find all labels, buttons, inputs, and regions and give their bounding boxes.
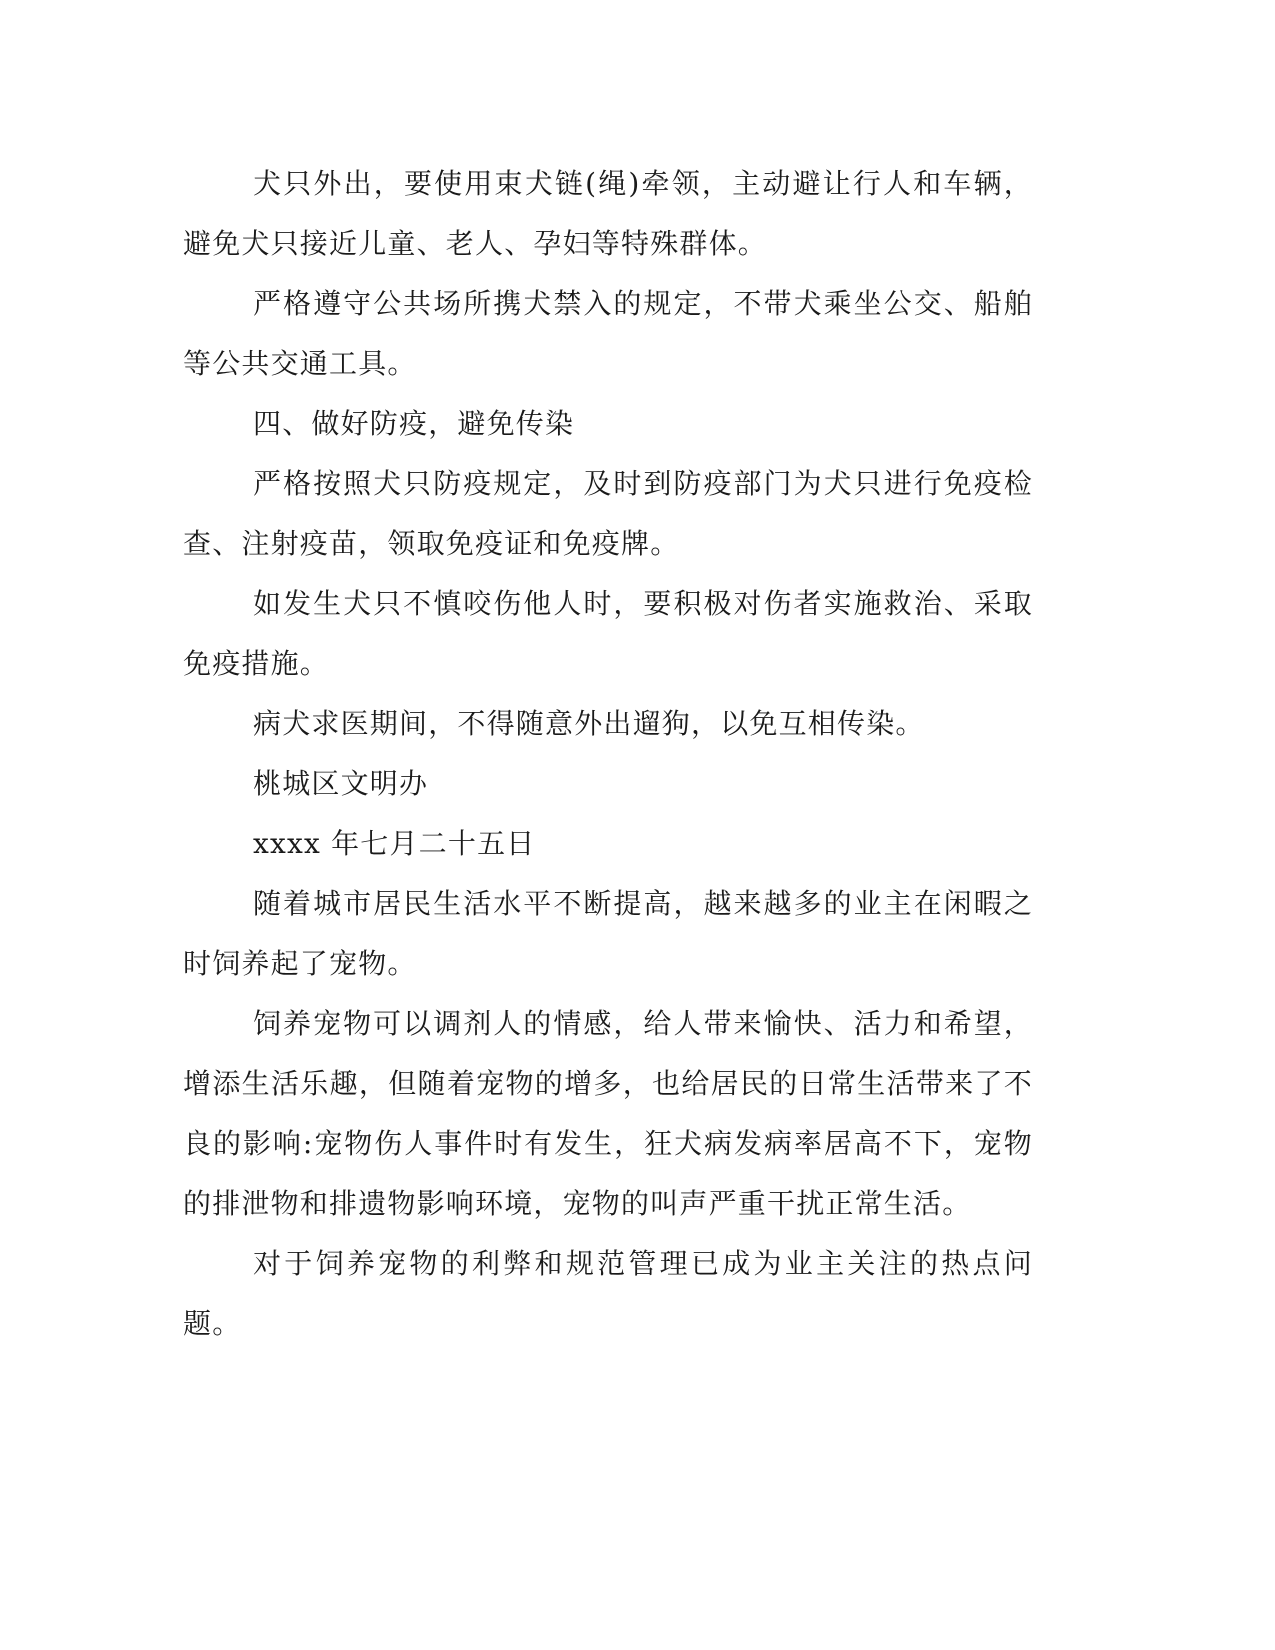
paragraph-pet-impacts: 饲养宠物可以调剂人的情感，给人带来愉快、活力和希望，增添生活乐趣，但随着宠物的增多，也给居民的日常生活带来了不良的影响:宠物伤人事件时有发生，狂犬病发病率居高不下，宠物的排泄物和排遗物影响环境，宠物的叫声严重干扰正常生活。 [183, 1007, 1033, 1220]
issue-date: xxxx 年七月二十五日 [253, 827, 536, 860]
paragraph-vaccination-rule: 严格按照犬只防疫规定，及时到防疫部门为犬只进行免疫检查、注射疫苗，领取免疫证和免疫牌。 [183, 467, 1033, 560]
section-heading-epidemic-prevention: 四、做好防疫，避免传染 [253, 407, 575, 440]
paragraph-leash-rule: 犬只外出，要使用束犬链(绳)牵领，主动避让行人和车辆，避免犬只接近儿童、老人、孕妇等特殊群体。 [183, 167, 1033, 260]
paragraph-sick-dog-rule: 病犬求医期间，不得随意外出遛狗，以免互相传染。 [253, 707, 925, 740]
paragraph-management-concern: 对于饲养宠物的利弊和规范管理已成为业主关注的热点问题。 [183, 1247, 1033, 1340]
paragraph-pet-ownership-growth: 随着城市居民生活水平不断提高，越来越多的业主在闲暇之时饲养起了宠物。 [183, 887, 1033, 980]
paragraph-public-places-rule: 严格遵守公共场所携犬禁入的规定，不带犬乘坐公交、船舶等公共交通工具。 [183, 287, 1033, 380]
document-body [183, 154, 1033, 1354]
issuer-name: 桃城区文明办 [253, 767, 429, 800]
paragraph-bite-treatment: 如发生犬只不慎咬伤他人时，要积极对伤者实施救治、采取免疫措施。 [183, 587, 1033, 680]
